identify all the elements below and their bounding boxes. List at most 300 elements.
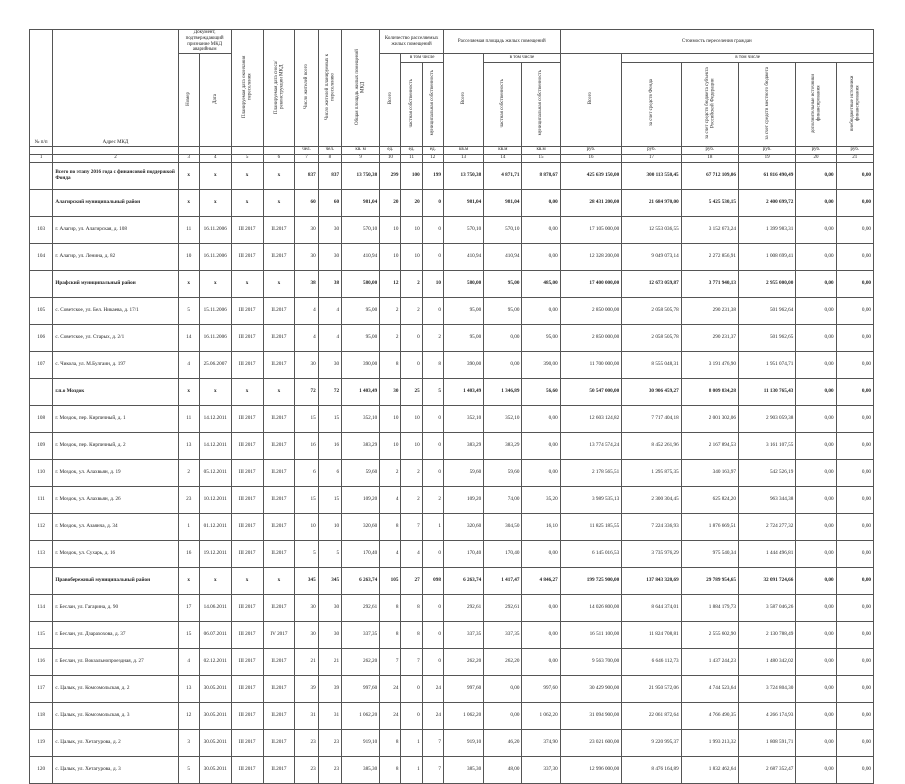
table-cell: 2	[178, 459, 199, 486]
table-cell: 997,60	[443, 675, 483, 702]
row-number-cell	[30, 567, 53, 594]
table-cell: 24	[422, 675, 443, 702]
table-cell: 16.11.2006	[199, 324, 231, 351]
unit-cell: кв.м	[443, 146, 483, 154]
table-cell: 2	[380, 459, 401, 486]
table-cell: 24	[380, 702, 401, 729]
table-cell: 098	[422, 567, 443, 594]
address-cell: г. Моздок, ул. Алахвьян, д. 26	[53, 486, 178, 513]
table-cell: 6 263,74	[443, 567, 483, 594]
table-cell: 2 400 699,72	[738, 189, 795, 216]
table-cell: 0,00	[836, 567, 873, 594]
table-cell: 8 009 834,28	[681, 378, 738, 405]
table-cell: 0,00	[796, 648, 836, 675]
table-cell: 13	[178, 432, 199, 459]
table-cell: 0,00	[836, 324, 873, 351]
table-cell: 1	[401, 756, 422, 783]
table-row	[30, 756, 874, 783]
row-number-cell: 112	[30, 513, 53, 540]
table-cell: 5	[318, 540, 341, 567]
table-cell: 100	[401, 162, 422, 189]
table-cell: 2	[422, 486, 443, 513]
table-cell: x	[263, 378, 295, 405]
table-cell: 0,00	[796, 486, 836, 513]
header-rooms-municipal: муниципальная собственность	[422, 63, 443, 147]
table-cell: 383,29	[484, 432, 522, 459]
table-cell: 06.07.2011	[199, 621, 231, 648]
table-row	[30, 594, 874, 621]
header-num: № п/п	[30, 30, 53, 147]
row-number-cell: 110	[30, 459, 53, 486]
table-cell: II.2017	[263, 702, 295, 729]
table-row	[30, 297, 874, 324]
header-area-total: Общая площадь жилых помещений МКД	[342, 30, 380, 147]
table-cell: 4 846,27	[522, 567, 560, 594]
table-cell: 2	[401, 459, 422, 486]
table-cell: 8	[380, 621, 401, 648]
units-row	[30, 146, 874, 154]
unit-cell	[263, 146, 295, 154]
resettlement-table	[29, 29, 874, 784]
unit-cell	[30, 146, 53, 154]
table-cell: 0,00	[796, 432, 836, 459]
table-cell: 292,61	[342, 594, 380, 621]
table-cell: 410,94	[484, 243, 522, 270]
table-cell: 21	[318, 648, 341, 675]
table-cell: 0,00	[522, 459, 560, 486]
address-cell: Правобережный муниципальный район	[53, 567, 178, 594]
table-cell: 17 400 000,00	[560, 270, 622, 297]
table-cell: 61 816 490,49	[738, 162, 795, 189]
table-cell: 0,00	[836, 702, 873, 729]
table-cell: 5	[422, 378, 443, 405]
table-cell: 14.12.2011	[199, 405, 231, 432]
table-cell: 60	[318, 189, 341, 216]
table-cell: 262,20	[342, 648, 380, 675]
table-cell: 21	[295, 648, 318, 675]
table-cell: 95,00	[484, 297, 522, 324]
table-cell: 9 220 995,37	[622, 729, 681, 756]
register-sheet	[29, 29, 874, 784]
table-cell: 1 062,20	[443, 702, 483, 729]
column-number-cell: 3	[178, 154, 199, 162]
table-row	[30, 621, 874, 648]
table-cell: 292,61	[443, 594, 483, 621]
table-cell: 337,35	[342, 621, 380, 648]
table-cell: 1 062,20	[342, 702, 380, 729]
table-cell: 501 962,64	[738, 297, 795, 324]
table-cell: 1	[422, 513, 443, 540]
table-cell: 16.11.2006	[199, 243, 231, 270]
table-cell: 0,00	[836, 378, 873, 405]
table-cell: II.2017	[263, 729, 295, 756]
table-cell: 0	[422, 189, 443, 216]
table-cell: 0,00	[836, 270, 873, 297]
table-cell: 1	[401, 729, 422, 756]
table-cell: 25.06.2007	[199, 351, 231, 378]
table-cell: x	[199, 270, 231, 297]
table-cell: 9 049 073,14	[622, 243, 681, 270]
row-number-cell: 107	[30, 351, 53, 378]
table-cell: II.2017	[263, 297, 295, 324]
table-cell: 32 091 724,66	[738, 567, 795, 594]
table-cell: 23	[318, 756, 341, 783]
table-cell: 01.12.2011	[199, 513, 231, 540]
table-cell: 570,10	[342, 216, 380, 243]
table-cell: 12	[178, 702, 199, 729]
row-number-cell: 116	[30, 648, 53, 675]
address-cell: с. Цалык, ул. Хетагурова, д. 2	[53, 729, 178, 756]
table-cell: 12	[380, 270, 401, 297]
address-cell: г. Алагир, ул. Ленина, д. 82	[53, 243, 178, 270]
table-cell: 46,20	[484, 729, 522, 756]
table-cell: 109,20	[443, 486, 483, 513]
unit-cell: кв.м	[522, 146, 560, 154]
table-cell: 290 231,38	[681, 297, 738, 324]
table-cell: x	[231, 567, 263, 594]
subtotal-row	[30, 567, 874, 594]
table-cell: 30	[295, 243, 318, 270]
table-cell: 17	[178, 594, 199, 621]
table-cell: II.2017	[263, 459, 295, 486]
column-number-cell: 6	[263, 154, 295, 162]
table-cell: 0	[401, 702, 422, 729]
table-cell: 2 850 000,00	[560, 297, 622, 324]
table-row	[30, 513, 874, 540]
column-number-cell: 21	[836, 154, 873, 162]
table-cell: 0,00	[836, 189, 873, 216]
table-row	[30, 351, 874, 378]
table-cell: 390,00	[443, 351, 483, 378]
table-cell: 30 906 459,27	[622, 378, 681, 405]
row-number-cell: 119	[30, 729, 53, 756]
column-number-cell: 9	[342, 154, 380, 162]
table-cell: III 2017	[231, 324, 263, 351]
subtotal-row	[30, 189, 874, 216]
table-cell: 981,04	[342, 189, 380, 216]
table-cell: 199	[422, 162, 443, 189]
table-cell: 0,00	[484, 702, 522, 729]
table-cell: 0,00	[836, 729, 873, 756]
table-cell: 0	[401, 351, 422, 378]
table-cell: 0,00	[522, 621, 560, 648]
table-cell: 15	[318, 486, 341, 513]
table-cell: 542 526,19	[738, 459, 795, 486]
table-cell: 137 843 320,69	[622, 567, 681, 594]
table-cell: 410,94	[342, 243, 380, 270]
table-cell: 320,60	[342, 513, 380, 540]
column-number-cell: 14	[484, 154, 522, 162]
table-cell: 14 026 800,00	[560, 594, 622, 621]
column-number-cell: 20	[796, 154, 836, 162]
table-cell: 374,90	[522, 729, 560, 756]
table-cell: 0,00	[796, 459, 836, 486]
table-cell: 13	[178, 675, 199, 702]
table-cell: x	[263, 567, 295, 594]
table-cell: x	[178, 567, 199, 594]
row-number-cell: 109	[30, 432, 53, 459]
table-cell: x	[199, 567, 231, 594]
header-cost-extra: внебюджетные источники финансирования	[836, 63, 873, 147]
table-cell: 2 300 304,45	[622, 486, 681, 513]
table-cell: 23 021 600,00	[560, 729, 622, 756]
table-cell: x	[178, 270, 199, 297]
table-cell: 8	[380, 513, 401, 540]
table-cell: x	[263, 162, 295, 189]
table-cell: 109,20	[342, 486, 380, 513]
table-cell: 580,00	[443, 270, 483, 297]
table-cell: 8	[422, 351, 443, 378]
table-cell: x	[199, 189, 231, 216]
table-cell: 13 774 574,24	[560, 432, 622, 459]
table-cell: 13 750,38	[342, 162, 380, 189]
header-cost-local: за счет средств местного бюджета	[738, 63, 795, 147]
table-cell: 0,00	[836, 621, 873, 648]
table-cell: 0,00	[796, 405, 836, 432]
table-cell: 30	[318, 243, 341, 270]
table-cell: 38	[318, 270, 341, 297]
table-cell: 8	[401, 621, 422, 648]
table-cell: 4	[380, 486, 401, 513]
table-cell: 0,00	[836, 648, 873, 675]
table-cell: 8	[380, 351, 401, 378]
table-cell: 2	[401, 270, 422, 297]
table-cell: 3 587 046,26	[738, 594, 795, 621]
table-cell: 16.11.2006	[199, 216, 231, 243]
table-cell: 13 750,38	[443, 162, 483, 189]
table-cell: 0	[422, 594, 443, 621]
table-cell: 0,00	[836, 351, 873, 378]
column-number-cell: 7	[295, 154, 318, 162]
table-cell: 352,10	[342, 405, 380, 432]
table-cell: 0,00	[836, 243, 873, 270]
table-cell: 6	[295, 459, 318, 486]
unit-cell: руб.	[622, 146, 681, 154]
table-cell: 292,61	[484, 594, 522, 621]
table-cell: III 2017	[231, 216, 263, 243]
table-cell: x	[231, 162, 263, 189]
table-cell: 30	[318, 351, 341, 378]
table-cell: 0	[422, 297, 443, 324]
table-cell: 0,00	[484, 351, 522, 378]
table-cell: 10	[178, 243, 199, 270]
table-cell: 0,00	[484, 675, 522, 702]
table-cell: 8 878,67	[522, 162, 560, 189]
table-cell: 1 295 875,35	[622, 459, 681, 486]
row-number-cell: 117	[30, 675, 53, 702]
table-cell: 7	[401, 648, 422, 675]
table-cell: 72	[318, 378, 341, 405]
subtotal-row	[30, 270, 874, 297]
table-cell: 0	[401, 675, 422, 702]
table-cell: 6 263,74	[342, 567, 380, 594]
header-cost-total: Всего	[560, 54, 622, 147]
table-cell: II.2017	[263, 513, 295, 540]
address-cell: г. Беслан, ул. Дзарахохова, д. 37	[53, 621, 178, 648]
table-cell: 7	[422, 756, 443, 783]
table-cell: 20	[401, 189, 422, 216]
table-cell: 14.06.2011	[199, 594, 231, 621]
table-cell: x	[263, 189, 295, 216]
table-cell: 997,60	[522, 675, 560, 702]
unit-cell: кв. м	[342, 146, 380, 154]
table-cell: 50 547 000,00	[560, 378, 622, 405]
table-row	[30, 729, 874, 756]
table-cell: III 2017	[231, 432, 263, 459]
address-cell: г. Моздок, ул. Азаянча, д. 34	[53, 513, 178, 540]
table-cell: 625 824,20	[681, 486, 738, 513]
table-cell: 23	[295, 729, 318, 756]
table-row	[30, 540, 874, 567]
table-cell: 7	[401, 513, 422, 540]
table-cell: 0,00	[522, 648, 560, 675]
table-cell: 1 884 179,73	[681, 594, 738, 621]
table-cell: 31 094 900,00	[560, 702, 622, 729]
table-cell: 0,00	[796, 513, 836, 540]
table-cell: 3 724 804,30	[738, 675, 795, 702]
table-body	[30, 162, 874, 783]
table-cell: 0,00	[522, 594, 560, 621]
table-cell: x	[178, 378, 199, 405]
address-cell: г. Беслан, ул. Вокзальнопроездная, д. 27	[53, 648, 178, 675]
column-number-cell: 12	[422, 154, 443, 162]
table-cell: 2 167 894,53	[681, 432, 738, 459]
table-cell: 300 113 550,45	[622, 162, 681, 189]
table-cell: 48,00	[484, 756, 522, 783]
row-number-cell: 105	[30, 297, 53, 324]
table-cell: 410,94	[443, 243, 483, 270]
table-cell: 11 130 765,43	[738, 378, 795, 405]
table-row	[30, 459, 874, 486]
unit-cell: руб.	[560, 146, 622, 154]
table-cell: 1	[178, 513, 199, 540]
table-cell: 199 725 900,00	[560, 567, 622, 594]
table-cell: 0,00	[836, 297, 873, 324]
table-cell: 2 058 505,78	[622, 324, 681, 351]
table-cell: 0,00	[522, 189, 560, 216]
table-cell: 1 008 699,41	[738, 243, 795, 270]
table-cell: 1 399 983,31	[738, 216, 795, 243]
table-cell: 12 603 124,82	[560, 405, 622, 432]
header-doc-number: Номер	[178, 54, 199, 147]
table-row	[30, 432, 874, 459]
header-plan-date-demolition: Планируемая дата сноса/ реконструкции МКД	[263, 30, 295, 147]
table-cell: 0,00	[522, 297, 560, 324]
table-cell: III 2017	[231, 351, 263, 378]
table-cell: 570,10	[484, 216, 522, 243]
table-cell: 5	[178, 756, 199, 783]
table-cell: 2 555 602,90	[681, 621, 738, 648]
table-cell: 0,00	[836, 216, 873, 243]
table-cell: 0,00	[796, 324, 836, 351]
table-cell: 16	[178, 540, 199, 567]
subtotal-row	[30, 162, 874, 189]
table-cell: 385,30	[342, 756, 380, 783]
table-cell: 981,04	[484, 189, 522, 216]
row-number-cell: 115	[30, 621, 53, 648]
table-cell: 3 989 535,13	[560, 486, 622, 513]
table-cell: 170,40	[342, 540, 380, 567]
table-cell: 0,00	[796, 297, 836, 324]
table-cell: 15	[295, 405, 318, 432]
table-cell: 1 832 462,64	[681, 756, 738, 783]
table-cell: 6	[318, 459, 341, 486]
table-cell: 1 403,49	[342, 378, 380, 405]
row-number-cell: 108	[30, 405, 53, 432]
header-residents-planned: Число жителей планируемых к переселению	[318, 30, 341, 147]
column-number-cell: 15	[522, 154, 560, 162]
header-plan-date: Планируемая дата окончания переселения	[231, 30, 263, 147]
table-cell: 0,00	[484, 324, 522, 351]
header-area-all: Всего	[443, 54, 483, 147]
table-cell: 975 540,34	[681, 540, 738, 567]
table-cell: II.2017	[263, 594, 295, 621]
row-number-cell: 106	[30, 324, 53, 351]
table-cell: 11 700 000,00	[560, 351, 622, 378]
unit-cell	[178, 146, 199, 154]
table-cell: 30	[295, 621, 318, 648]
table-cell: 7 717 404,18	[622, 405, 681, 432]
table-cell: 7	[380, 648, 401, 675]
table-cell: 11 824 708,81	[622, 621, 681, 648]
header-area-incl: в том числе	[484, 54, 560, 63]
table-cell: 0,00	[836, 756, 873, 783]
header-cost-group: Стоимость переселения граждан	[560, 30, 873, 54]
row-number-cell: 103	[30, 216, 53, 243]
unit-cell: руб.	[836, 146, 873, 154]
table-cell: 1 417,47	[484, 567, 522, 594]
table-cell: 30	[295, 216, 318, 243]
subtotal-row	[30, 378, 874, 405]
unit-cell: ед.	[422, 146, 443, 154]
header-rooms-group: Количество расселяемых жилых помещений	[380, 30, 444, 54]
table-cell: 5 425 530,15	[681, 189, 738, 216]
table-cell: 0,00	[796, 189, 836, 216]
address-cell: Ирафский муниципальный район	[53, 270, 178, 297]
table-cell: 0,00	[796, 567, 836, 594]
table-cell: II.2017	[263, 648, 295, 675]
table-cell: 0	[422, 216, 443, 243]
table-cell: 23	[295, 756, 318, 783]
table-cell: 1 403,49	[443, 378, 483, 405]
address-cell: с. Цалык, ул. Хетагурова, д. 3	[53, 756, 178, 783]
table-cell: 262,20	[443, 648, 483, 675]
table-cell: 2 272 856,91	[681, 243, 738, 270]
table-cell: 21 684 970,00	[622, 189, 681, 216]
table-cell: 2	[401, 486, 422, 513]
table-cell: 425 639 150,00	[560, 162, 622, 189]
table-cell: 345	[295, 567, 318, 594]
table-cell: 1 876 669,51	[681, 513, 738, 540]
table-cell: 0	[422, 459, 443, 486]
table-cell: 385,30	[443, 756, 483, 783]
table-cell: 95,00	[522, 324, 560, 351]
table-cell: 19.12.2011	[199, 540, 231, 567]
table-cell: II.2017	[263, 324, 295, 351]
table-cell: 0	[422, 648, 443, 675]
table-cell: 3	[178, 729, 199, 756]
table-cell: 290 231,37	[681, 324, 738, 351]
table-cell: 0,00	[796, 216, 836, 243]
table-cell: 15.11.2006	[199, 297, 231, 324]
table-cell: 1 346,89	[484, 378, 522, 405]
column-number-cell: 11	[401, 154, 422, 162]
table-cell: x	[231, 270, 263, 297]
table-cell: 304,50	[484, 513, 522, 540]
table-cell: 25	[401, 378, 422, 405]
header-rooms-total: Всего	[380, 54, 401, 147]
table-cell: 31	[318, 702, 341, 729]
